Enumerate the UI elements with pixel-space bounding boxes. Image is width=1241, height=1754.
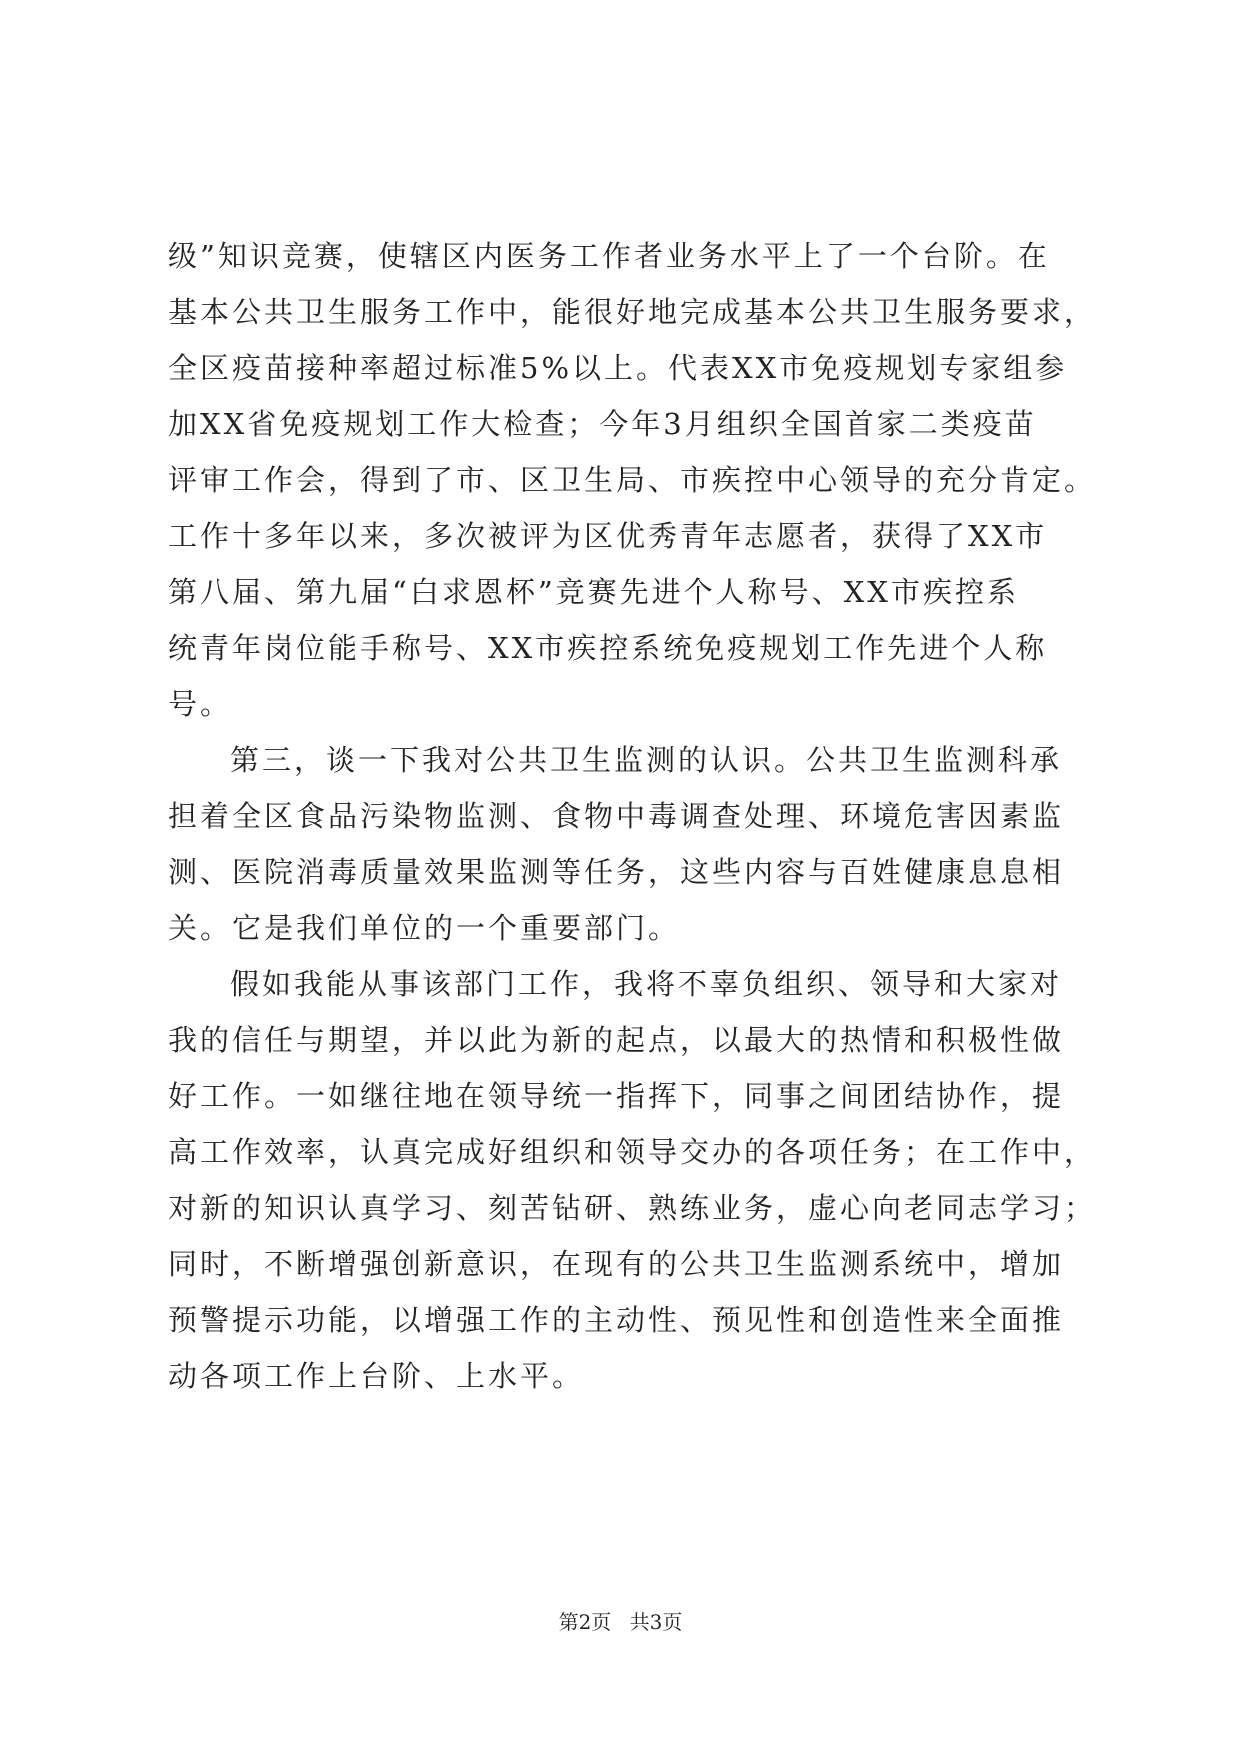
- text-line: 动各项工作上台阶、上水平。: [168, 1359, 585, 1393]
- text-line: 好工作。一如继往地在领导统一指挥下，同事之间团结协作，提: [168, 1079, 1065, 1113]
- text-line: 工作十多年以来，多次被评为区优秀青年志愿者，获得了XX市: [168, 519, 1048, 553]
- document-body: [168, 228, 1128, 1404]
- page-total: 共3页: [629, 1610, 683, 1634]
- text-line: 评审工作会，得到了市、区卫生局、市疾控中心领导的充分肯定。: [168, 463, 1097, 497]
- text-line: 级”知识竞赛，使辖区内医务工作者业务水平上了一个台阶。在: [168, 239, 1050, 273]
- text-line: 第八届、第九届“白求恩杯”竞赛先进个人称号、XX市疾控系: [168, 575, 1019, 609]
- text-line: 同时，不断增强创新意识，在现有的公共卫生监测系统中，增加: [168, 1247, 1065, 1281]
- text-line: 测、医院消毒质量效果监测等任务，这些内容与百姓健康息息相: [168, 855, 1065, 889]
- text-line: 全区疫苗接种率超过标准5%以上。代表XX市免疫规划专家组参: [168, 351, 1068, 385]
- text-line: 号。: [168, 687, 233, 721]
- text-line: 基本公共卫生服务工作中，能很好地完成基本公共卫生服务要求，: [168, 295, 1097, 329]
- text-line: 我的信任与期望，并以此为新的起点，以最大的热情和积极性做: [168, 1023, 1065, 1057]
- text-line: 统青年岗位能手称号、XX市疾控系统免疫规划工作先进个人称: [168, 631, 1048, 665]
- text-line: 对新的知识认真学习、刻苦钻研、熟练业务，虚心向老同志学习；: [168, 1191, 1097, 1225]
- text-line: 担着全区食品污染物监测、食物中毒调查处理、环境危害因素监: [168, 799, 1065, 833]
- paragraph-start-line: 假如我能从事该部门工作，我将不辜负组织、领导和大家对: [230, 967, 1063, 1001]
- text-line: 预警提示功能，以增强工作的主动性、预见性和创造性来全面推: [168, 1303, 1065, 1337]
- page-number: 第2页: [558, 1610, 612, 1634]
- text-line: 高工作效率，认真完成好组织和领导交办的各项任务；在工作中，: [168, 1135, 1097, 1169]
- text-line: 关。它是我们单位的一个重要部门。: [168, 911, 681, 945]
- paragraph-start-line: 第三，谈一下我对公共卫生监测的认识。公共卫生监测科承: [230, 743, 1063, 777]
- page-footer: [0, 1608, 1241, 1636]
- text-line: 加XX省免疫规划工作大检查；今年3月组织全国首家二类疫苗: [168, 407, 1037, 441]
